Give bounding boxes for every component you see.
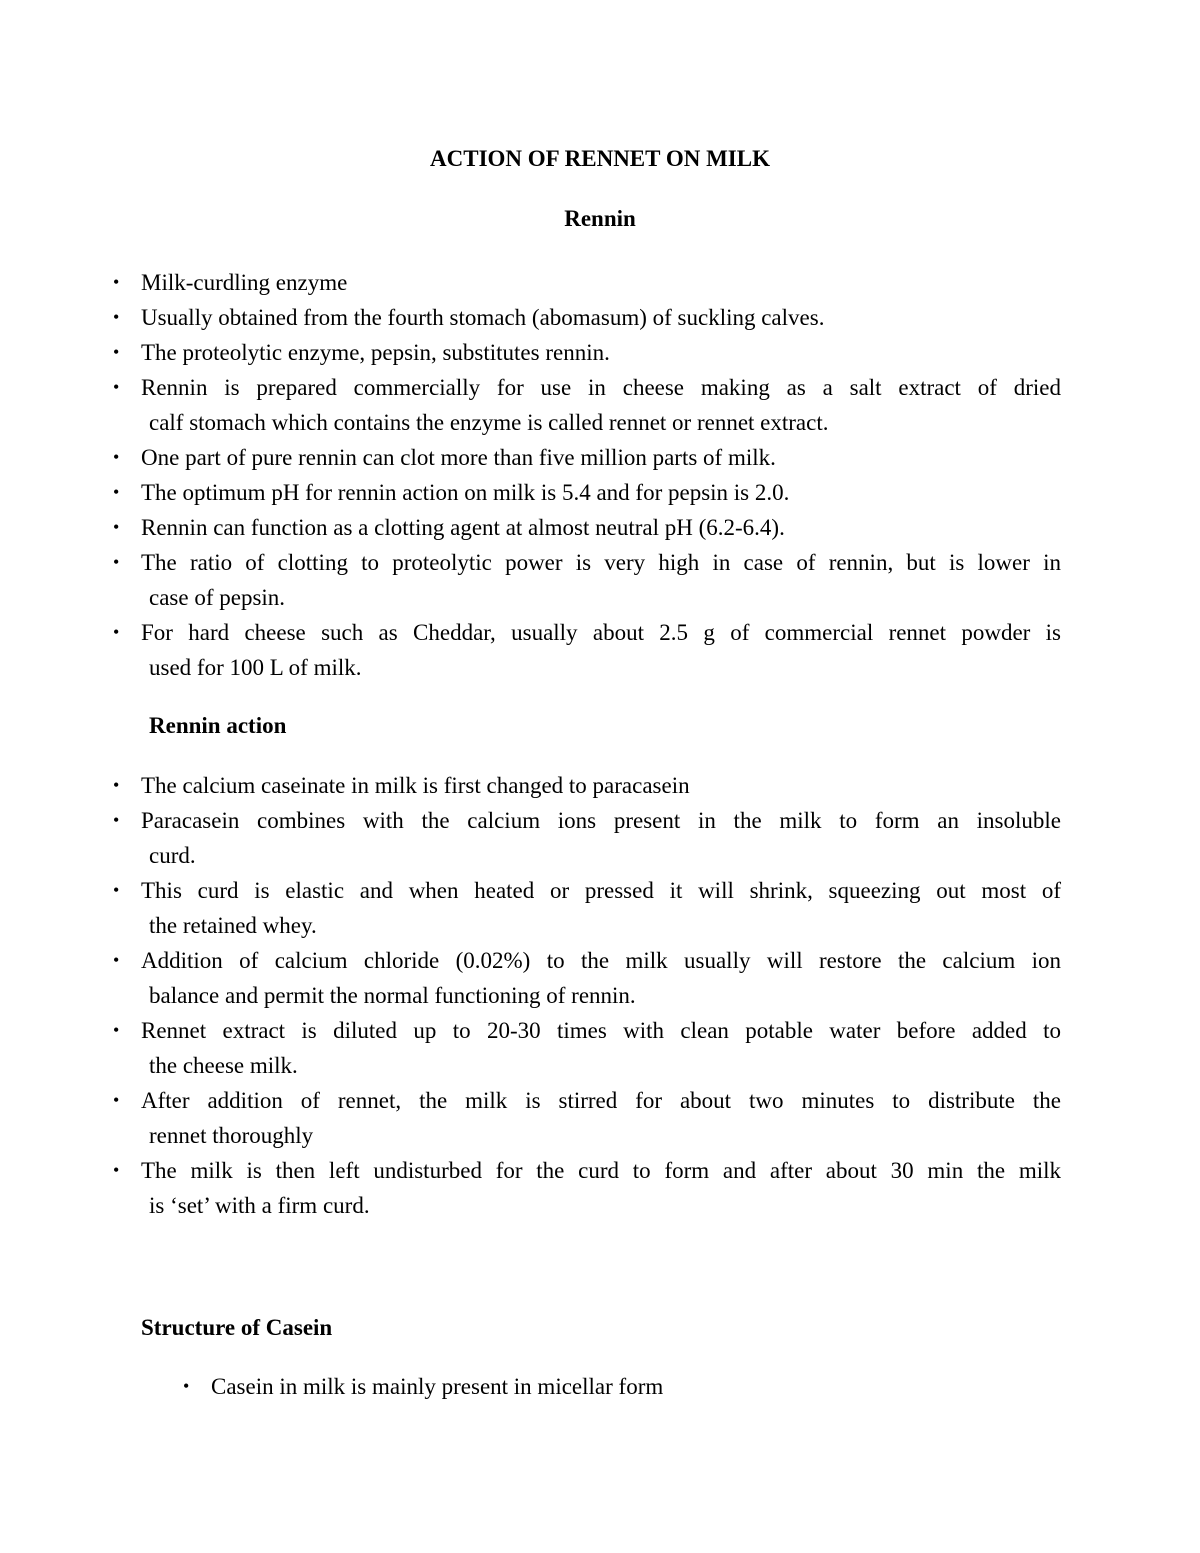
bullet-icon: •	[113, 377, 120, 397]
list-item-text: The proteolytic enzyme, pepsin, substitutes rennin.	[141, 340, 610, 365]
list-item-text-continued: used for 100 L of milk.	[149, 655, 362, 680]
bullet-icon: •	[113, 1020, 120, 1040]
list-item	[113, 300, 1061, 335]
list-item-text: After addition of rennet, the milk is stirred for about two minutes to distribute the	[141, 1088, 1061, 1113]
list-item	[113, 265, 1061, 300]
bullet-icon: •	[113, 775, 120, 795]
bullet-icon: •	[113, 342, 120, 362]
bullet-icon: •	[183, 1376, 190, 1396]
list-item-text: The optimum pH for rennin action on milk is 5.4 and for pepsin is 2.0.	[141, 480, 790, 505]
list-item-text: Rennin can function as a clotting agent at almost neutral pH (6.2-6.4).	[141, 515, 785, 540]
list-item-text-continued: the cheese milk.	[149, 1053, 298, 1078]
list-item	[113, 335, 1061, 370]
list-item-text-continued: the retained whey.	[149, 913, 317, 938]
list-item-text: Paracasein combines with the calcium ions present in the milk to form an insoluble	[141, 808, 1061, 833]
bullet-icon: •	[113, 1160, 120, 1180]
list-item-text-continued: balance and permit the normal functioning of rennin.	[149, 983, 636, 1008]
list-item	[113, 370, 1061, 440]
list-item	[113, 475, 1061, 510]
list-item	[113, 803, 1061, 873]
section-heading-rennin: Rennin	[564, 206, 636, 231]
rennin-action-bullet-list	[113, 768, 1061, 1223]
list-item	[113, 1083, 1061, 1153]
bullet-icon: •	[113, 307, 120, 327]
list-item-text: Rennin is prepared commercially for use in cheese making as a salt extract of dried	[141, 375, 1061, 400]
list-item-text: Milk-curdling enzyme	[141, 270, 348, 295]
list-item-text: Usually obtained from the fourth stomach (abomasum) of suckling calves.	[141, 305, 825, 330]
list-item-text-continued: calf stomach which contains the enzyme is called rennet or rennet extract.	[149, 410, 829, 435]
list-item-text: The ratio of clotting to proteolytic power is very high in case of rennin, but is lower in	[141, 550, 1061, 575]
list-item	[113, 943, 1061, 1013]
list-item	[113, 510, 1061, 545]
bullet-icon: •	[113, 447, 120, 467]
list-item	[113, 768, 1061, 803]
list-item-text-continued: curd.	[149, 843, 196, 868]
list-item-text-continued: is ‘set’ with a firm curd.	[149, 1193, 370, 1218]
list-item	[113, 440, 1061, 475]
list-item	[183, 1369, 1061, 1404]
page-title: ACTION OF RENNET ON MILK	[430, 146, 770, 171]
list-item-text: Casein in milk is mainly present in micellar form	[211, 1374, 664, 1399]
list-item-text: The milk is then left undisturbed for the curd to form and after about 30 min the milk	[141, 1158, 1061, 1183]
bullet-icon: •	[113, 880, 120, 900]
list-item-text: The calcium caseinate in milk is first changed to paracasein	[141, 773, 690, 798]
section-heading-rennin-action: Rennin action	[149, 713, 287, 738]
bullet-icon: •	[113, 1090, 120, 1110]
bullet-icon: •	[113, 517, 120, 537]
bullet-icon: •	[113, 622, 120, 642]
rennin-bullet-list	[113, 265, 1061, 685]
list-item-text: This curd is elastic and when heated or pressed it will shrink, squeezing out most of	[141, 878, 1061, 903]
bullet-icon: •	[113, 950, 120, 970]
list-item-text: Addition of calcium chloride (0.02%) to the milk usually will restore the calcium ion	[141, 948, 1061, 973]
list-item	[113, 545, 1061, 615]
list-item	[113, 615, 1061, 685]
list-item	[113, 1013, 1061, 1083]
section-heading-structure-of-casein: Structure of Casein	[141, 1315, 333, 1340]
bullet-icon: •	[113, 552, 120, 572]
bullet-icon: •	[113, 482, 120, 502]
list-item	[113, 873, 1061, 943]
list-item-text: One part of pure rennin can clot more than five million parts of milk.	[141, 445, 776, 470]
list-item-text-continued: case of pepsin.	[149, 585, 286, 610]
bullet-icon: •	[113, 810, 120, 830]
casein-bullet-list	[183, 1369, 1061, 1404]
list-item-text: For hard cheese such as Cheddar, usually about 2.5 g of commercial rennet powder is	[141, 620, 1061, 645]
bullet-icon: •	[113, 272, 120, 292]
list-item	[113, 1153, 1061, 1223]
list-item-text-continued: rennet thoroughly	[149, 1123, 314, 1148]
list-item-text: Rennet extract is diluted up to 20-30 times with clean potable water before added to	[141, 1018, 1061, 1043]
